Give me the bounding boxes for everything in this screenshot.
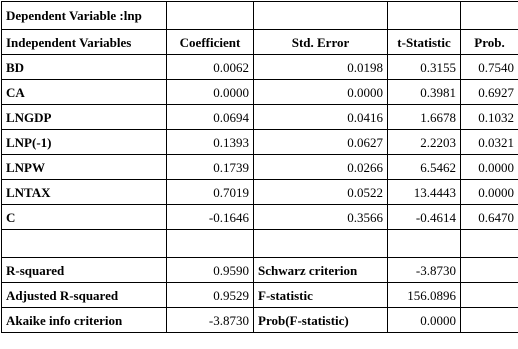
empty-cell [461,2,518,30]
table-row [2,130,518,155]
variable-name: BD [2,55,167,80]
variable-name: CA [2,80,167,105]
header-row [2,30,518,55]
stat-label-right: F-statistic [254,283,388,308]
dependent-variable-row [2,2,518,30]
stat-label-right: Schwarz criterion [254,258,388,283]
t-statistic-value: 13.4443 [388,180,461,205]
coefficient-value: 0.1739 [167,155,254,180]
empty-cell [254,2,388,30]
std-error-value: 0.0266 [254,155,388,180]
table-row [2,55,518,80]
empty-cell [2,230,167,258]
table-row [2,105,518,130]
header-independent-variables: Independent Variables [2,30,167,55]
header-t-statistic: t-Statistic [388,30,461,55]
stat-label-right: Prob(F-statistic) [254,308,388,333]
stat-value-left: 0.9590 [167,258,254,283]
std-error-value: 0.0198 [254,55,388,80]
coefficient-value: 0.0062 [167,55,254,80]
regression-results-table [1,1,518,333]
table-row [2,155,518,180]
empty-cell [388,2,461,30]
empty-cell [461,230,518,258]
prob-value: 0.6470 [461,205,518,230]
std-error-value: 0.0000 [254,80,388,105]
coefficient-value: 0.0000 [167,80,254,105]
stats-row [2,258,518,283]
variable-name: LNGDP [2,105,167,130]
stat-label-left: Adjusted R-squared [2,283,167,308]
stat-value-right: 156.0896 [388,283,461,308]
coefficient-value: -0.1646 [167,205,254,230]
t-statistic-value: -0.4614 [388,205,461,230]
std-error-value: 0.0416 [254,105,388,130]
stats-row [2,308,518,333]
table-row [2,80,518,105]
stat-value-right: -3.8730 [388,258,461,283]
stat-value-right: 0.0000 [388,308,461,333]
std-error-value: 0.3566 [254,205,388,230]
t-statistic-value: 0.3981 [388,80,461,105]
std-error-value: 0.0522 [254,180,388,205]
t-statistic-value: 0.3155 [388,55,461,80]
stat-value-left: -3.8730 [167,308,254,333]
empty-cell [254,230,388,258]
prob-value: 0.0000 [461,155,518,180]
std-error-value: 0.0627 [254,130,388,155]
stat-value-left: 0.9529 [167,283,254,308]
t-statistic-value: 2.2203 [388,130,461,155]
variable-name: LNTAX [2,180,167,205]
variable-name: C [2,205,167,230]
empty-cell [388,230,461,258]
table-row [2,180,518,205]
stat-label-left: Akaike info criterion [2,308,167,333]
empty-cell [461,308,518,333]
prob-value: 0.0321 [461,130,518,155]
header-std-error: Std. Error [254,30,388,55]
coefficient-value: 0.1393 [167,130,254,155]
coefficient-value: 0.0694 [167,105,254,130]
empty-cell [461,283,518,308]
dependent-variable-label: Dependent Variable :lnp [2,2,167,30]
header-prob: Prob. [461,30,518,55]
variable-name: LNP(-1) [2,130,167,155]
empty-cell [167,2,254,30]
empty-cell [167,230,254,258]
prob-value: 0.6927 [461,80,518,105]
t-statistic-value: 6.5462 [388,155,461,180]
stats-row [2,283,518,308]
variable-name: LNPW [2,155,167,180]
header-coefficient: Coefficient [167,30,254,55]
prob-value: 0.0000 [461,180,518,205]
spacer-row [2,230,518,258]
coefficient-value: 0.7019 [167,180,254,205]
prob-value: 0.7540 [461,55,518,80]
t-statistic-value: 1.6678 [388,105,461,130]
stat-label-left: R-squared [2,258,167,283]
table-row [2,205,518,230]
empty-cell [461,258,518,283]
prob-value: 0.1032 [461,105,518,130]
